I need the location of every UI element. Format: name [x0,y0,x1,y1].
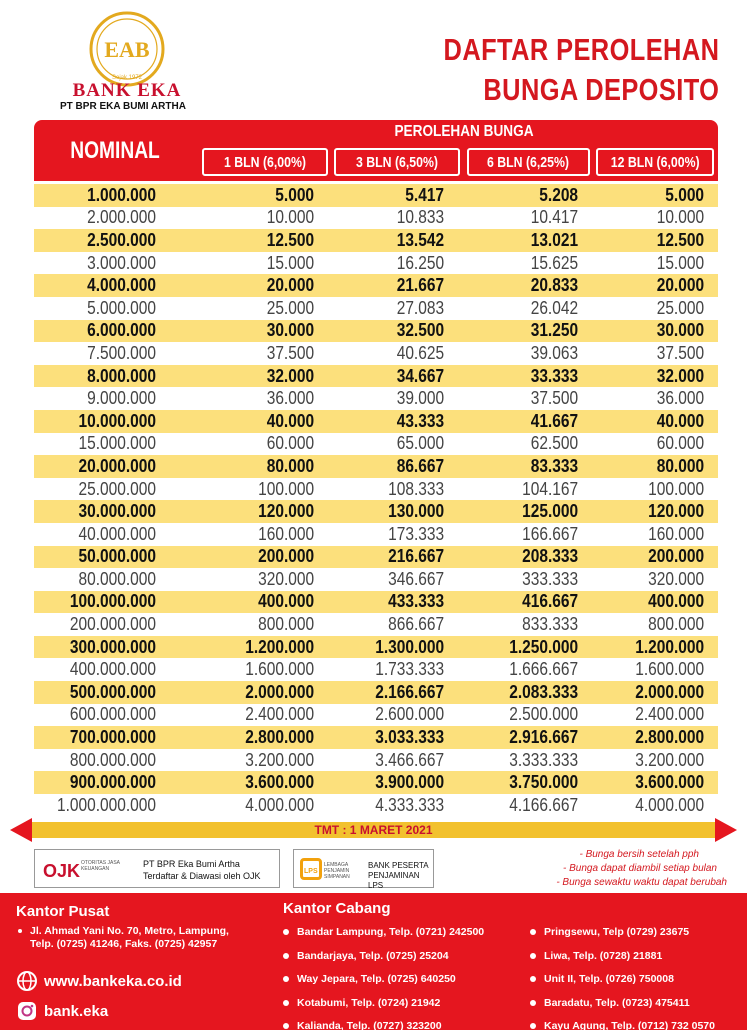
branch-text: Bandar Lampung, Telp. (0721) 242500 [297,926,485,938]
cell-12-bln: 3.200.000 [635,749,704,770]
table-row [34,771,718,794]
cell-12-bln: 80.000 [656,455,704,476]
cell-12-bln: 15.000 [656,252,704,273]
table-row [34,365,718,388]
logo-letters: EAB [104,37,150,62]
svg-text:LPS: LPS [304,868,318,875]
table-row [34,207,718,230]
instagram-handle[interactable]: bank.eka [44,1002,109,1020]
column-header-3-bln: 3 BLN (6,50%) [334,148,460,176]
cell-1-bln: 12.500 [266,229,314,250]
cell-3-bln: 3.466.667 [375,749,444,770]
cell-3-bln: 40.625 [396,342,444,363]
cell-nominal: 80.000.000 [78,568,156,589]
branch-item [530,973,674,986]
table-row [34,794,718,817]
cell-3-bln: 86.667 [396,455,444,476]
cell-3-bln: 21.667 [396,275,444,296]
cell-12-bln: 2.400.000 [635,704,704,725]
cell-12-bln: 400.000 [648,591,704,612]
table-row [34,184,718,207]
cell-1-bln: 30.000 [266,320,314,341]
cell-3-bln: 108.333 [388,478,444,499]
title-line-2: BUNGA DEPOSITO [483,72,719,107]
cell-1-bln: 200.000 [258,546,314,567]
branch-text: Liwa, Telp. (0728) 21881 [544,949,663,962]
bullet-icon [18,929,22,933]
cell-6-bln: 10.417 [530,207,578,228]
cell-1-bln: 80.000 [266,455,314,476]
table-row [34,546,718,569]
cell-nominal: 1.000.000.000 [56,794,156,815]
cell-3-bln: 216.667 [388,546,444,567]
cell-6-bln: 33.333 [530,365,578,386]
table-row [34,636,718,659]
bullet-icon [283,953,289,959]
cell-3-bln: 10.833 [396,207,444,228]
cell-6-bln: 166.667 [522,523,578,544]
head-office-address-1: Jl. Ahmad Yani No. 70, Metro, Lampung, [30,925,229,937]
table-row [34,500,718,523]
cell-3-bln: 13.542 [396,229,444,250]
cell-12-bln: 32.000 [656,365,704,386]
cell-12-bln: 37.500 [656,342,704,363]
page-title [443,30,719,110]
cell-1-bln: 2.400.000 [245,704,314,725]
branch-item [530,926,689,939]
cell-nominal: 3.000.000 [87,252,156,273]
branch-text: Kotabumi, Telp. (0724) 21942 [297,996,441,1009]
cell-1-bln: 36.000 [266,388,314,409]
cell-12-bln: 12.500 [656,229,704,250]
branch-text: Way Jepara, Telp. (0725) 640250 [297,973,456,985]
table-row [34,433,718,456]
cell-nominal: 100.000.000 [69,591,156,612]
table-row [34,523,718,546]
cell-12-bln: 1.200.000 [635,636,704,657]
cell-3-bln: 5.417 [405,184,444,205]
cell-nominal: 50.000.000 [78,546,156,567]
cell-1-bln: 3.200.000 [245,749,314,770]
cell-3-bln: 2.600.000 [375,704,444,725]
column-header-6-bln: 6 BLN (6,25%) [467,148,590,176]
bullet-icon [283,1000,289,1006]
cell-3-bln: 43.333 [396,410,444,431]
cell-6-bln: 37.500 [530,388,578,409]
cell-3-bln: 866.667 [388,614,444,635]
bullet-icon [530,929,536,935]
table-row [34,591,718,614]
cell-nominal: 8.000.000 [87,365,156,386]
table-row [34,478,718,501]
cell-12-bln: 36.000 [656,388,704,409]
cell-6-bln: 416.667 [522,591,578,612]
cell-6-bln: 41.667 [530,410,578,431]
bank-name: BANK EKA [72,80,182,101]
bullet-icon [283,976,289,982]
table-row [34,681,718,704]
cell-nominal: 20.000.000 [78,455,156,476]
cell-1-bln: 800.000 [258,614,314,635]
cell-3-bln: 34.667 [396,365,444,386]
table-header [34,120,718,181]
cell-12-bln: 120.000 [648,501,704,522]
branch-text: Baradatu, Telp. (0723) 475411 [544,996,690,1009]
cell-1-bln: 1.600.000 [245,659,314,680]
table-row [34,568,718,591]
cell-12-bln: 40.000 [656,410,704,431]
cell-3-bln: 27.083 [396,297,444,318]
table-row [34,613,718,636]
cell-12-bln: 20.000 [656,275,704,296]
cell-12-bln: 4.000.000 [635,794,704,815]
lps-text [368,861,433,891]
cell-nominal: 700.000.000 [69,727,156,748]
table-row [34,387,718,410]
cell-6-bln: 104.167 [522,478,578,499]
cell-6-bln: 833.333 [522,614,578,635]
cell-nominal: 200.000.000 [69,614,156,635]
cell-12-bln: 200.000 [648,546,704,567]
table-row [34,297,718,320]
cell-nominal: 800.000.000 [69,749,156,770]
branch-item [530,997,690,1010]
lps-line-1: BANK PESERTA [368,861,429,870]
footer [0,893,747,1030]
cell-6-bln: 15.625 [530,252,578,273]
website-url[interactable]: www.bankeka.co.id [44,972,182,990]
ojk-line-1: PT BPR Eka Bumi Artha [143,859,240,869]
bullet-icon [530,976,536,982]
branch-item [530,950,662,963]
branch-text: Bandarjaya, Telp. (0725) 25204 [297,949,449,962]
cell-3-bln: 16.250 [396,252,444,273]
cell-6-bln: 13.021 [530,229,578,250]
cell-nominal: 15.000.000 [78,433,156,454]
table-row [34,704,718,727]
cell-nominal: 9.000.000 [87,388,156,409]
table-row [34,726,718,749]
cell-1-bln: 32.000 [266,365,314,386]
cell-1-bln: 100.000 [258,478,314,499]
cell-1-bln: 60.000 [266,433,314,454]
cell-6-bln: 31.250 [530,320,578,341]
cell-6-bln: 2.916.667 [509,727,578,748]
cell-1-bln: 1.200.000 [245,636,314,657]
cell-1-bln: 320.000 [258,568,314,589]
cell-12-bln: 25.000 [656,297,704,318]
cell-3-bln: 346.667 [388,568,444,589]
bank-legal-name: PT BPR EKA BUMI ARTHA [60,101,186,112]
head-office-address [18,925,229,951]
cell-6-bln: 83.333 [530,455,578,476]
cell-3-bln: 130.000 [388,501,444,522]
cell-12-bln: 30.000 [656,320,704,341]
cell-nominal: 2.000.000 [87,207,156,228]
cell-nominal: 400.000.000 [69,659,156,680]
cell-6-bln: 20.833 [530,275,578,296]
note-3: - Bunga sewaktu waktu dapat berubah [556,877,727,888]
cell-12-bln: 800.000 [648,614,704,635]
cell-6-bln: 1.666.667 [509,659,578,680]
table-row [34,252,718,275]
cell-6-bln: 26.042 [530,297,578,318]
logo-motto: Sejak 1972 [111,75,143,81]
branch-item [283,1020,442,1033]
ojk-text [143,858,261,882]
cell-1-bln: 2.000.000 [245,681,314,702]
branch-item [283,950,449,963]
cell-12-bln: 60.000 [656,433,704,454]
cell-nominal: 10.000.000 [78,410,156,431]
cell-1-bln: 10.000 [266,207,314,228]
header [0,0,747,120]
cell-6-bln: 4.166.667 [509,794,578,815]
cell-3-bln: 173.333 [388,523,444,544]
cell-1-bln: 20.000 [266,275,314,296]
cell-1-bln: 40.000 [266,410,314,431]
cell-6-bln: 3.333.333 [509,749,578,770]
cell-nominal: 25.000.000 [78,478,156,499]
cell-1-bln: 25.000 [266,297,314,318]
cell-6-bln: 2.083.333 [509,681,578,702]
website-link[interactable] [16,970,182,992]
bullet-icon [283,1023,289,1029]
globe-icon [16,970,38,992]
ojk-line-2: Terdaftar & Diawasi oleh OJK [143,871,261,881]
cell-nominal: 1.000.000 [87,184,156,205]
cell-6-bln: 125.000 [522,501,578,522]
branch-office-title: Kantor Cabang [283,900,391,917]
cell-1-bln: 4.000.000 [245,794,314,815]
cell-3-bln: 32.500 [396,320,444,341]
effective-date-bar [10,818,737,842]
cell-nominal: 600.000.000 [69,704,156,725]
title-line-1: DAFTAR PEROLEHAN [443,32,719,67]
branch-text: Pringsewu, Telp (0729) 23675 [544,926,690,938]
bullet-icon [530,1023,536,1029]
cell-nominal: 30.000.000 [78,501,156,522]
bullet-icon [283,929,289,935]
effective-date: TMT : 1 MARET 2021 [314,823,433,837]
branch-text: Kalianda, Telp. (0727) 323200 [297,1020,442,1032]
head-office-address-2: Telp. (0725) 41246, Faks. (0725) 42957 [30,938,218,950]
cell-12-bln: 2.800.000 [635,727,704,748]
column-header-1-bln: 1 BLN (6,00%) [202,148,328,176]
cell-3-bln: 433.333 [388,591,444,612]
ojk-badge [34,849,280,888]
cell-3-bln: 3.033.333 [375,727,444,748]
bullet-icon [530,1000,536,1006]
cell-12-bln: 320.000 [648,568,704,589]
branch-text: Unit II, Telp. (0726) 750008 [544,973,674,985]
cell-12-bln: 3.600.000 [635,772,704,793]
branch-item [283,926,484,939]
cell-6-bln: 5.208 [539,184,578,205]
cell-nominal: 5.000.000 [87,297,156,318]
cell-1-bln: 400.000 [258,591,314,612]
table-row [34,229,718,252]
cell-nominal: 40.000.000 [78,523,156,544]
column-group-header: PEROLEHAN BUNGA [394,123,534,140]
cell-12-bln: 160.000 [648,523,704,544]
branch-item [283,997,440,1010]
lps-logo-mark [303,861,319,877]
cell-nominal: 7.500.000 [87,342,156,363]
table-row [34,342,718,365]
cell-nominal: 6.000.000 [87,320,156,341]
cell-3-bln: 2.166.667 [375,681,444,702]
cell-12-bln: 5.000 [665,184,704,205]
cell-3-bln: 1.300.000 [375,636,444,657]
cell-nominal: 4.000.000 [87,275,156,296]
cell-nominal: 900.000.000 [69,772,156,793]
cell-3-bln: 4.333.333 [375,794,444,815]
cell-12-bln: 10.000 [656,207,704,228]
cell-1-bln: 120.000 [258,501,314,522]
table-row [34,274,718,297]
table-row [34,320,718,343]
cell-1-bln: 2.800.000 [245,727,314,748]
cell-12-bln: 100.000 [648,478,704,499]
table-body [34,184,718,817]
column-header-12-bln: 12 BLN (6,00%) [596,148,714,176]
cell-6-bln: 1.250.000 [509,636,578,657]
lps-logo-icon [300,858,322,880]
branch-item [530,1020,715,1033]
cell-6-bln: 2.500.000 [509,704,578,725]
lps-badge [293,849,434,888]
cell-3-bln: 39.000 [396,388,444,409]
table-row [34,749,718,772]
cell-1-bln: 37.500 [266,342,314,363]
branch-text: Kayu Agung, Telp. (0712) 732 0570 [544,1020,715,1032]
cell-6-bln: 208.333 [522,546,578,567]
cell-6-bln: 39.063 [530,342,578,363]
cell-6-bln: 62.500 [530,433,578,454]
note-2: - Bunga dapat diambil setiap bulan [563,863,717,874]
table-row [34,410,718,433]
cell-1-bln: 5.000 [275,184,314,205]
cell-12-bln: 2.000.000 [635,681,704,702]
lps-subtitle: LEMBAGA PENJAMIN SIMPANAN [324,862,350,880]
column-header-nominal: NOMINAL [70,136,160,164]
ojk-logo-icon [41,857,81,881]
instagram-link[interactable] [16,1000,108,1022]
cell-6-bln: 333.333 [522,568,578,589]
svg-text:OJK: OJK [43,861,81,881]
cell-1-bln: 15.000 [266,252,314,273]
cell-3-bln: 1.733.333 [375,659,444,680]
bullet-icon [530,953,536,959]
table-row [34,658,718,681]
head-office-title: Kantor Pusat [16,903,110,920]
instagram-icon [16,1000,38,1022]
cell-12-bln: 1.600.000 [635,659,704,680]
note-1: - Bunga bersih setelah pph [579,849,699,860]
cell-6-bln: 3.750.000 [509,772,578,793]
cell-1-bln: 160.000 [258,523,314,544]
notes [556,848,727,890]
cell-3-bln: 65.000 [396,433,444,454]
cell-1-bln: 3.600.000 [245,772,314,793]
cell-nominal: 500.000.000 [69,681,156,702]
lps-line-2: PENJAMINAN LPS [368,871,420,890]
ojk-subtitle: OTORITAS JASA KEUANGAN [81,860,120,872]
bank-eka-logo-icon [88,10,166,88]
cell-nominal: 300.000.000 [69,636,156,657]
branch-item [283,973,456,986]
cell-nominal: 2.500.000 [87,229,156,250]
cell-3-bln: 3.900.000 [375,772,444,793]
table-row [34,455,718,478]
